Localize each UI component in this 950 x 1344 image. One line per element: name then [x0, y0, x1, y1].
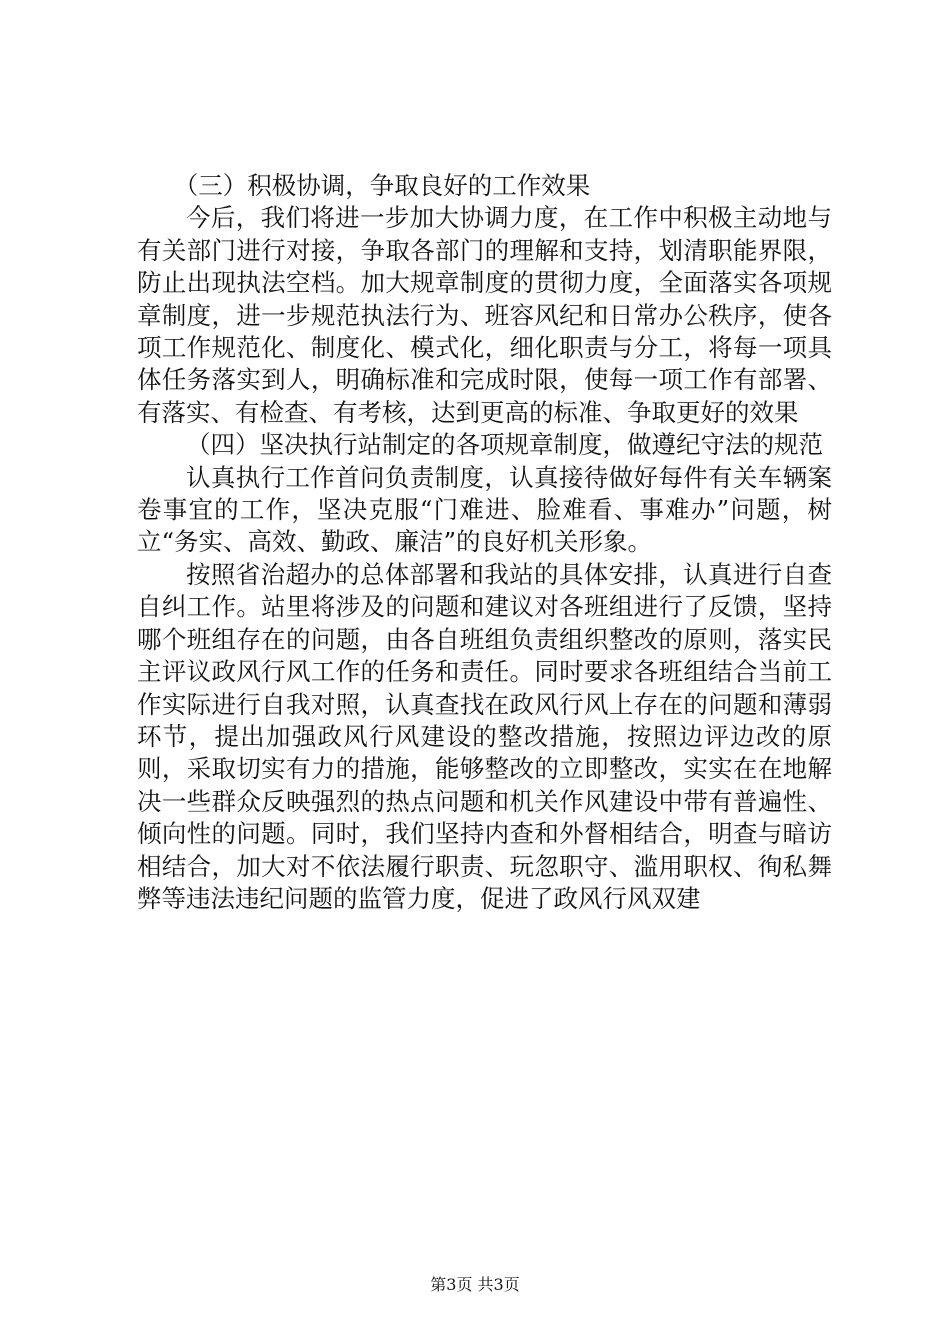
paragraph-first-inquiry: 认真执行工作首问负责制度，认真接待做好每件有关车辆案卷事宜的工作，坚决克服“门难进、脸难看、事难办”问题，树立“务实、高效、勤政、廉洁”的良好机关形象。 [137, 462, 832, 557]
document-body [137, 170, 832, 915]
paragraph-self-inspection: 按照省治超办的总体部署和我站的具体安排，认真进行自查自纠工作。站里将涉及的问题和建议对各班组进行了反馈，坚持哪个班组存在的问题，由各自班组负责组织整改的原则，落实民主评议政风行风工作的任务和责任。同时要求各班组结合当前工作实际进行自我对照，认真查找在政风行风上存在的问题和薄弱环节，提出加强政风行风建设的整改措施，按照边评边改的原则，采取切实有力的措施，能够整改的立即整改，实实在在地解决一些群众反映强烈的热点问题和机关作风建设中带有普遍性、倾向性的问题。同时，我们坚持内查和外督相结合，明查与暗访相结合，加大对不依法履行职责、玩忽职守、滥用职权、徇私舞弊等违法违纪问题的监管力度，促进了政风行风双建 [137, 559, 832, 913]
section-heading-4: （四）坚决执行站制定的各项规章制度，做遵纪守法的规范 [186, 430, 823, 460]
paragraph-coordination: 今后，我们将进一步加大协调力度，在工作中积极主动地与有关部门进行对接，争取各部门的理解和支持，划清职能界限，防止出现执法空档。加大规章制度的贯彻力度，全面落实各项规章制度，进一步规范执法行为、班容风纪和日常办公秩序，使各项工作规范化、制度化、模式化，细化职责与分工，将每一项具体任务落实到人，明确标准和完成时限，使每一项工作有部署、有落实、有检查、有考核，达到更高的标准、争取更好的效果 [137, 203, 832, 427]
section-heading-3: （三）积极协调，争取良好的工作效果 [173, 171, 591, 200]
page-footer: 第3页 共3页 [430, 1275, 520, 1294]
